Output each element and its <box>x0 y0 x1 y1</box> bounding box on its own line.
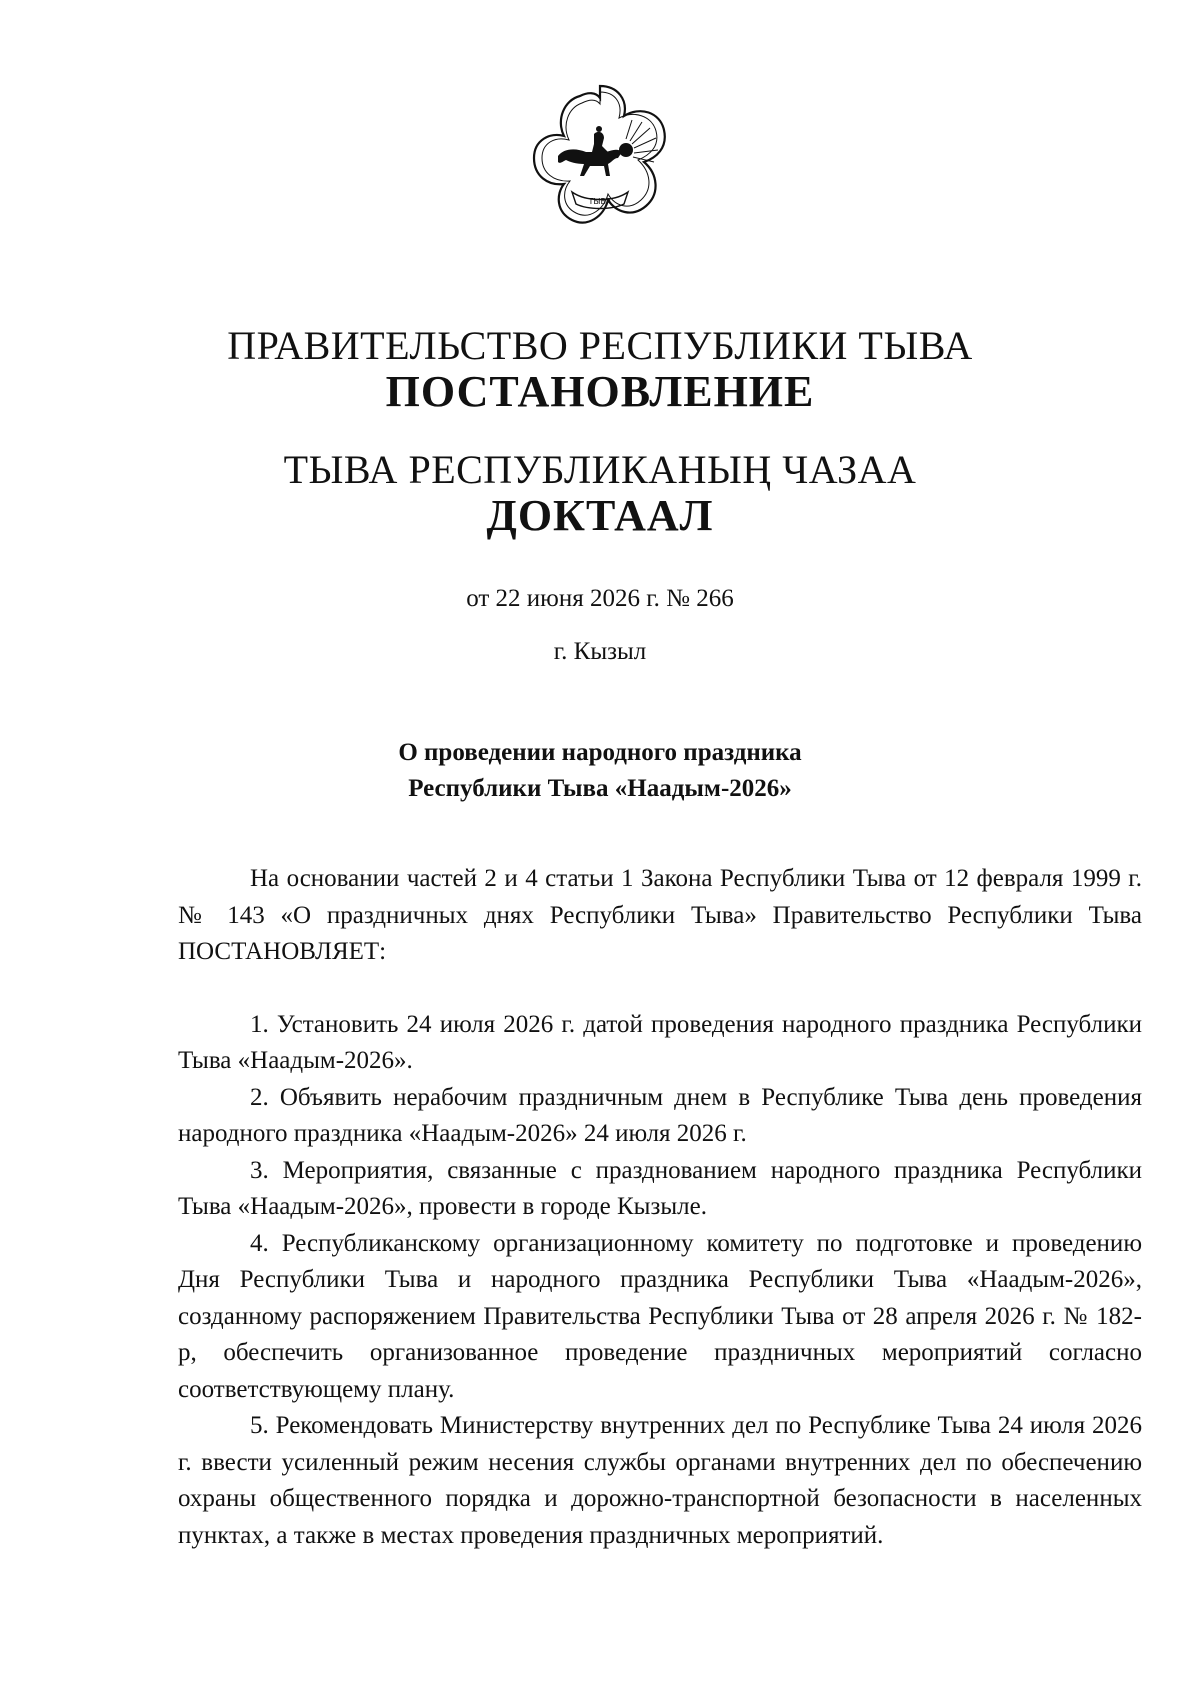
decree-body <box>178 861 1142 1554</box>
decree-item: 3. Мероприятия, связанные с празднованием народного праздника Республики Тыва «Наадым-2026», провести в городе Кызыле. <box>178 1156 1142 1220</box>
decree-title-ty: ДОКТААЛ <box>486 491 714 540</box>
tuva-coat-of-arms-icon <box>520 78 680 238</box>
decree-subject-line: О проведении народного праздника <box>398 739 802 766</box>
government-name-ru: ПРАВИТЕЛЬСТВО РЕСПУБЛИКИ ТЫВА <box>227 323 973 368</box>
decree-title-ru: ПОСТАНОВЛЕНИЕ <box>385 367 815 416</box>
decree-item: 4. Республиканскому организационному комитету по подготовке и проведению Дня Республики Тыва и народного праздника Республики Тыва «Наадым-2026», созданному распоряжением Правительства Республики Тыва от 28 апреля 2026 г. № 182-р, обеспечить организованное проведение праздничных мероприятий согласно соответствующему плану. <box>178 1229 1142 1403</box>
emblem-ribbon-text: ТЫВА <box>588 197 612 206</box>
decree-subject <box>300 735 900 807</box>
decree-subject-line: Республики Тыва «Наадым-2026» <box>408 775 792 802</box>
decree-date-number: от 22 июня 2026 г. № 266 <box>466 585 734 612</box>
decree-preamble: На основании частей 2 и 4 статьи 1 Закона Республики Тыва от 12 февраля 1999 г. № 143 «О праздничных днях Республики Тыва» Правительство Республики Тыва ПОСТАНОВЛЯЕТ: <box>178 865 1142 965</box>
government-name-ty: ТЫВА РЕСПУБЛИКАНЫҢ ЧАЗАА <box>283 447 917 492</box>
decree-item: 5. Рекомендовать Министерству внутренних дел по Республике Тыва 24 июля 2026 г. ввести усиленный режим несения службы органами внутренних дел по обеспечению охраны общественного порядка и дорожно-транспортной безопасности в населенных пунктах, а также в местах проведения праздничных мероприятий. <box>178 1412 1142 1549</box>
decree-city: г. Кызыл <box>553 638 647 665</box>
decree-item: 2. Объявить нерабочим праздничным днем в Республике Тыва день проведения народного праздника «Наадым-2026» 24 июля 2026 г. <box>178 1083 1142 1147</box>
decree-item: 1. Установить 24 июля 2026 г. датой проведения народного праздника Республики Тыва «Наадым-2026». <box>178 1010 1142 1074</box>
